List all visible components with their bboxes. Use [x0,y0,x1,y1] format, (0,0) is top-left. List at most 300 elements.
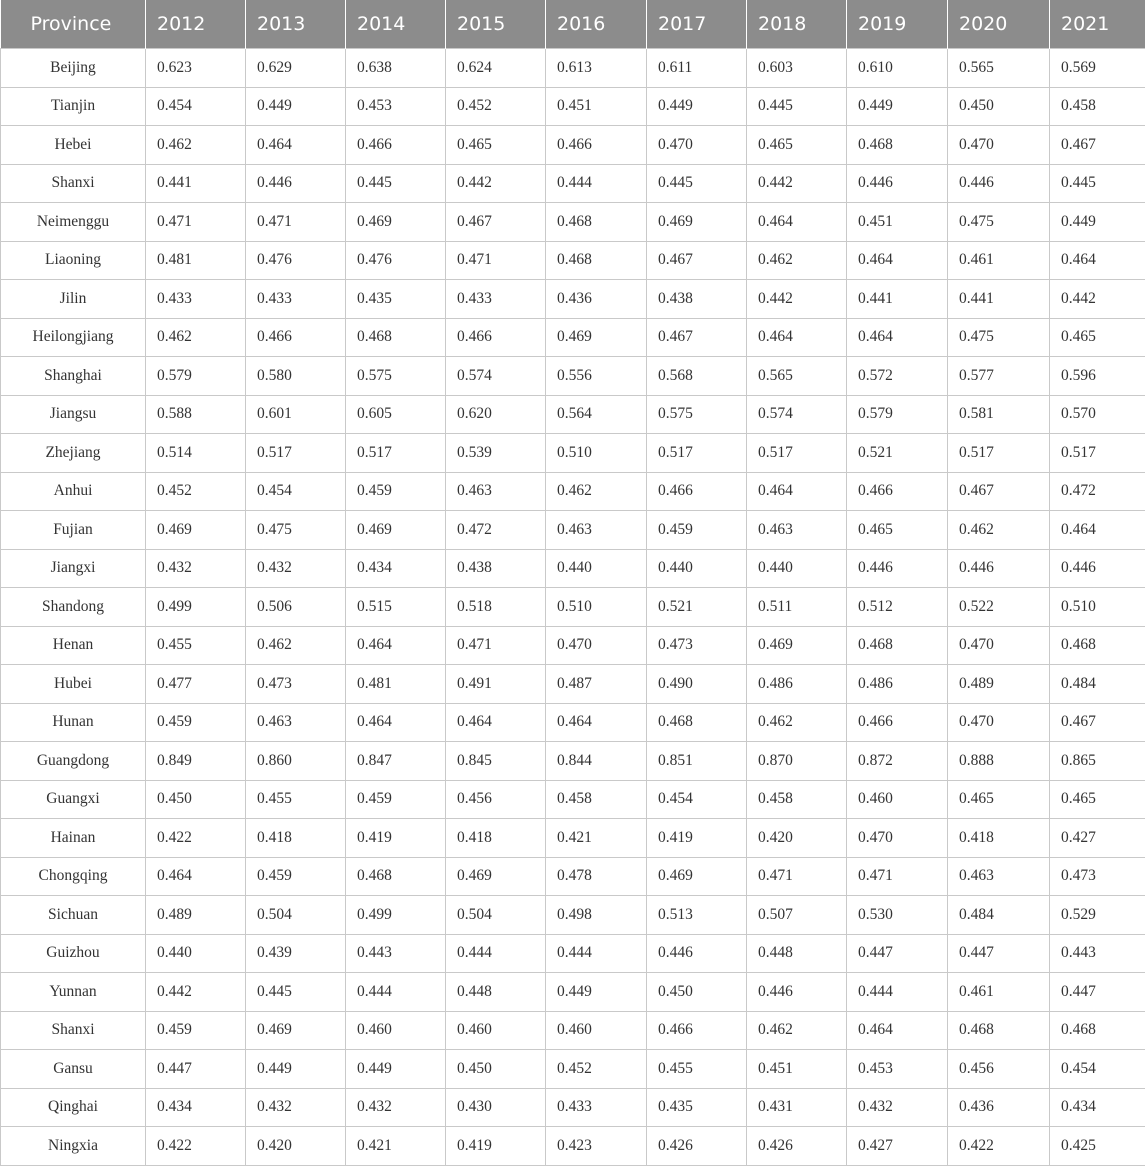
value-cell: 0.610 [847,49,948,88]
value-cell: 0.473 [246,665,346,704]
table-row [1,511,1145,550]
value-cell: 0.462 [747,703,847,742]
value-cell: 0.418 [446,819,546,858]
value-cell: 0.444 [346,973,446,1012]
value-cell: 0.459 [146,703,246,742]
value-cell: 0.504 [246,896,346,935]
value-cell: 0.463 [546,511,647,550]
province-cell: Hebei [1,126,146,165]
table-row [1,665,1145,704]
province-cell: Hunan [1,703,146,742]
value-cell: 0.467 [647,318,747,357]
value-cell: 0.464 [446,703,546,742]
value-cell: 0.427 [847,1127,948,1166]
table-row [1,49,1145,88]
column-header-2015: 2015 [446,0,546,49]
value-cell: 0.470 [847,819,948,858]
value-cell: 0.435 [647,1088,747,1127]
value-cell: 0.464 [146,857,246,896]
value-cell: 0.506 [246,588,346,627]
value-cell: 0.459 [246,857,346,896]
value-cell: 0.521 [647,588,747,627]
value-cell: 0.489 [146,896,246,935]
value-cell: 0.425 [1050,1127,1145,1166]
value-cell: 0.449 [847,87,948,126]
value-cell: 0.435 [346,280,446,319]
value-cell: 0.456 [948,1050,1050,1089]
value-cell: 0.572 [847,357,948,396]
value-cell: 0.464 [847,1011,948,1050]
value-cell: 0.440 [647,549,747,588]
value-cell: 0.476 [346,241,446,280]
value-cell: 0.845 [446,742,546,781]
value-cell: 0.436 [948,1088,1050,1127]
value-cell: 0.468 [847,626,948,665]
value-cell: 0.466 [546,126,647,165]
table-row [1,1088,1145,1127]
value-cell: 0.860 [246,742,346,781]
value-cell: 0.462 [747,241,847,280]
value-cell: 0.476 [246,241,346,280]
column-header-2012: 2012 [146,0,246,49]
value-cell: 0.444 [847,973,948,1012]
value-cell: 0.556 [546,357,647,396]
value-cell: 0.450 [948,87,1050,126]
table-row [1,472,1145,511]
province-cell: Shanxi [1,164,146,203]
value-cell: 0.872 [847,742,948,781]
table-row [1,973,1145,1012]
value-cell: 0.445 [246,973,346,1012]
value-cell: 0.466 [346,126,446,165]
value-cell: 0.450 [446,1050,546,1089]
value-cell: 0.450 [647,973,747,1012]
value-cell: 0.570 [1050,395,1145,434]
value-cell: 0.504 [446,896,546,935]
value-cell: 0.468 [546,241,647,280]
value-cell: 0.467 [1050,126,1145,165]
value-cell: 0.515 [346,588,446,627]
value-cell: 0.579 [146,357,246,396]
province-cell: Shandong [1,588,146,627]
value-cell: 0.469 [647,857,747,896]
table-row [1,1127,1145,1166]
province-cell: Guangxi [1,780,146,819]
value-cell: 0.446 [647,934,747,973]
value-cell: 0.449 [246,87,346,126]
value-cell: 0.462 [246,626,346,665]
value-cell: 0.418 [948,819,1050,858]
value-cell: 0.451 [747,1050,847,1089]
value-cell: 0.638 [346,49,446,88]
value-cell: 0.470 [948,626,1050,665]
value-cell: 0.463 [246,703,346,742]
value-cell: 0.442 [747,164,847,203]
value-cell: 0.433 [446,280,546,319]
value-cell: 0.605 [346,395,446,434]
value-cell: 0.851 [647,742,747,781]
table-row [1,857,1145,896]
value-cell: 0.450 [146,780,246,819]
value-cell: 0.580 [246,357,346,396]
value-cell: 0.481 [346,665,446,704]
province-cell: Guangdong [1,742,146,781]
value-cell: 0.461 [948,241,1050,280]
value-cell: 0.468 [847,126,948,165]
value-cell: 0.449 [546,973,647,1012]
value-cell: 0.463 [747,511,847,550]
value-cell: 0.466 [246,318,346,357]
table-row [1,742,1145,781]
value-cell: 0.473 [1050,857,1145,896]
value-cell: 0.507 [747,896,847,935]
value-cell: 0.472 [446,511,546,550]
value-cell: 0.475 [246,511,346,550]
table-row [1,280,1145,319]
value-cell: 0.466 [647,1011,747,1050]
value-cell: 0.577 [948,357,1050,396]
value-cell: 0.588 [146,395,246,434]
value-cell: 0.517 [246,434,346,473]
value-cell: 0.489 [948,665,1050,704]
province-cell: Sichuan [1,896,146,935]
value-cell: 0.522 [948,588,1050,627]
province-cell: Anhui [1,472,146,511]
value-cell: 0.453 [346,87,446,126]
column-header-2018: 2018 [747,0,847,49]
value-cell: 0.419 [446,1127,546,1166]
column-header-2013: 2013 [246,0,346,49]
value-cell: 0.629 [246,49,346,88]
value-cell: 0.441 [948,280,1050,319]
column-header-2016: 2016 [546,0,647,49]
province-cell: Jiangxi [1,549,146,588]
value-cell: 0.453 [847,1050,948,1089]
value-cell: 0.465 [1050,318,1145,357]
value-cell: 0.451 [546,87,647,126]
value-cell: 0.575 [346,357,446,396]
value-cell: 0.596 [1050,357,1145,396]
value-cell: 0.518 [446,588,546,627]
value-cell: 0.463 [446,472,546,511]
value-cell: 0.455 [647,1050,747,1089]
table-row [1,896,1145,935]
value-cell: 0.454 [647,780,747,819]
value-cell: 0.530 [847,896,948,935]
column-header-province: Province [1,0,146,49]
value-cell: 0.443 [1050,934,1145,973]
value-cell: 0.477 [146,665,246,704]
value-cell: 0.426 [747,1127,847,1166]
value-cell: 0.510 [546,434,647,473]
header-row [1,0,1145,49]
value-cell: 0.432 [346,1088,446,1127]
value-cell: 0.888 [948,742,1050,781]
value-cell: 0.462 [546,472,647,511]
province-cell: Yunnan [1,973,146,1012]
value-cell: 0.439 [246,934,346,973]
value-cell: 0.481 [146,241,246,280]
value-cell: 0.624 [446,49,546,88]
value-cell: 0.465 [1050,780,1145,819]
value-cell: 0.446 [747,973,847,1012]
value-cell: 0.491 [446,665,546,704]
value-cell: 0.449 [246,1050,346,1089]
value-cell: 0.419 [647,819,747,858]
value-cell: 0.446 [1050,549,1145,588]
value-cell: 0.464 [1050,241,1145,280]
value-cell: 0.511 [747,588,847,627]
value-cell: 0.464 [346,626,446,665]
value-cell: 0.517 [747,434,847,473]
value-cell: 0.471 [146,203,246,242]
value-cell: 0.623 [146,49,246,88]
value-cell: 0.452 [546,1050,647,1089]
value-cell: 0.470 [948,126,1050,165]
value-cell: 0.514 [146,434,246,473]
value-cell: 0.464 [847,318,948,357]
value-cell: 0.473 [647,626,747,665]
value-cell: 0.440 [546,549,647,588]
value-cell: 0.459 [146,1011,246,1050]
value-cell: 0.512 [847,588,948,627]
table-row [1,357,1145,396]
value-cell: 0.455 [246,780,346,819]
value-cell: 0.517 [346,434,446,473]
value-cell: 0.440 [146,934,246,973]
value-cell: 0.448 [747,934,847,973]
table-row [1,434,1145,473]
value-cell: 0.613 [546,49,647,88]
value-cell: 0.433 [146,280,246,319]
value-cell: 0.574 [747,395,847,434]
value-cell: 0.468 [1050,626,1145,665]
value-cell: 0.490 [647,665,747,704]
value-cell: 0.465 [747,126,847,165]
table-row [1,703,1145,742]
value-cell: 0.469 [146,511,246,550]
table-row [1,934,1145,973]
province-cell: Neimenggu [1,203,146,242]
value-cell: 0.471 [747,857,847,896]
table-row [1,780,1145,819]
value-cell: 0.447 [146,1050,246,1089]
value-cell: 0.499 [146,588,246,627]
value-cell: 0.569 [1050,49,1145,88]
value-cell: 0.458 [747,780,847,819]
province-cell: Tianjin [1,87,146,126]
value-cell: 0.513 [647,896,747,935]
value-cell: 0.521 [847,434,948,473]
value-cell: 0.468 [948,1011,1050,1050]
value-cell: 0.575 [647,395,747,434]
province-cell: Shanxi [1,1011,146,1050]
value-cell: 0.451 [847,203,948,242]
province-cell: Zhejiang [1,434,146,473]
value-cell: 0.436 [546,280,647,319]
value-cell: 0.498 [546,896,647,935]
value-cell: 0.475 [948,318,1050,357]
value-cell: 0.449 [1050,203,1145,242]
value-cell: 0.466 [446,318,546,357]
value-cell: 0.432 [246,549,346,588]
value-cell: 0.445 [346,164,446,203]
province-cell: Chongqing [1,857,146,896]
value-cell: 0.464 [546,703,647,742]
value-cell: 0.441 [847,280,948,319]
value-cell: 0.465 [446,126,546,165]
value-cell: 0.471 [446,241,546,280]
value-cell: 0.581 [948,395,1050,434]
value-cell: 0.438 [647,280,747,319]
value-cell: 0.426 [647,1127,747,1166]
value-cell: 0.460 [346,1011,446,1050]
value-cell: 0.484 [948,896,1050,935]
value-cell: 0.432 [146,549,246,588]
value-cell: 0.565 [747,357,847,396]
value-cell: 0.464 [747,472,847,511]
value-cell: 0.601 [246,395,346,434]
value-cell: 0.460 [847,780,948,819]
table-row [1,241,1145,280]
value-cell: 0.469 [647,203,747,242]
value-cell: 0.469 [446,857,546,896]
province-cell: Ningxia [1,1127,146,1166]
value-cell: 0.517 [647,434,747,473]
value-cell: 0.427 [1050,819,1145,858]
value-cell: 0.464 [346,703,446,742]
value-cell: 0.433 [246,280,346,319]
value-cell: 0.467 [1050,703,1145,742]
column-header-2017: 2017 [647,0,747,49]
value-cell: 0.529 [1050,896,1145,935]
value-cell: 0.449 [346,1050,446,1089]
value-cell: 0.471 [847,857,948,896]
province-cell: Heilongjiang [1,318,146,357]
value-cell: 0.420 [747,819,847,858]
table-row [1,318,1145,357]
value-cell: 0.464 [246,126,346,165]
value-cell: 0.564 [546,395,647,434]
province-cell: Liaoning [1,241,146,280]
value-cell: 0.469 [346,511,446,550]
value-cell: 0.460 [446,1011,546,1050]
value-cell: 0.468 [546,203,647,242]
value-cell: 0.574 [446,357,546,396]
value-cell: 0.462 [948,511,1050,550]
province-cell: Jilin [1,280,146,319]
value-cell: 0.469 [246,1011,346,1050]
value-cell: 0.865 [1050,742,1145,781]
value-cell: 0.444 [546,934,647,973]
province-cell: Shanghai [1,357,146,396]
value-cell: 0.421 [546,819,647,858]
value-cell: 0.447 [948,934,1050,973]
value-cell: 0.422 [948,1127,1050,1166]
value-cell: 0.446 [948,164,1050,203]
value-cell: 0.565 [948,49,1050,88]
table-row [1,549,1145,588]
value-cell: 0.486 [747,665,847,704]
province-cell: Beijing [1,49,146,88]
value-cell: 0.442 [1050,280,1145,319]
table-row [1,126,1145,165]
value-cell: 0.446 [948,549,1050,588]
value-cell: 0.448 [446,973,546,1012]
value-cell: 0.470 [546,626,647,665]
value-cell: 0.468 [346,857,446,896]
value-cell: 0.539 [446,434,546,473]
value-cell: 0.441 [146,164,246,203]
value-cell: 0.463 [948,857,1050,896]
value-cell: 0.462 [146,126,246,165]
value-cell: 0.465 [948,780,1050,819]
province-cell: Henan [1,626,146,665]
value-cell: 0.603 [747,49,847,88]
value-cell: 0.432 [246,1088,346,1127]
value-cell: 0.579 [847,395,948,434]
value-cell: 0.455 [146,626,246,665]
value-cell: 0.461 [948,973,1050,1012]
table-body [1,49,1145,1166]
value-cell: 0.470 [647,126,747,165]
column-header-2021: 2021 [1050,0,1145,49]
table-row [1,395,1145,434]
value-cell: 0.568 [647,357,747,396]
value-cell: 0.465 [847,511,948,550]
table-row [1,626,1145,665]
column-header-2020: 2020 [948,0,1050,49]
value-cell: 0.442 [146,973,246,1012]
value-cell: 0.468 [346,318,446,357]
province-cell: Hubei [1,665,146,704]
value-cell: 0.459 [647,511,747,550]
value-cell: 0.466 [647,472,747,511]
value-cell: 0.467 [948,472,1050,511]
value-cell: 0.422 [146,1127,246,1166]
value-cell: 0.469 [747,626,847,665]
table-row [1,588,1145,627]
value-cell: 0.847 [346,742,446,781]
value-cell: 0.420 [246,1127,346,1166]
value-cell: 0.510 [546,588,647,627]
value-cell: 0.423 [546,1127,647,1166]
table-row [1,819,1145,858]
value-cell: 0.458 [1050,87,1145,126]
value-cell: 0.440 [747,549,847,588]
value-cell: 0.445 [647,164,747,203]
value-cell: 0.446 [847,549,948,588]
value-cell: 0.464 [747,318,847,357]
value-cell: 0.468 [647,703,747,742]
value-cell: 0.517 [1050,434,1145,473]
value-cell: 0.487 [546,665,647,704]
value-cell: 0.510 [1050,588,1145,627]
value-cell: 0.478 [546,857,647,896]
value-cell: 0.444 [446,934,546,973]
value-cell: 0.611 [647,49,747,88]
value-cell: 0.471 [446,626,546,665]
value-cell: 0.418 [246,819,346,858]
value-cell: 0.844 [546,742,647,781]
value-cell: 0.458 [546,780,647,819]
value-cell: 0.454 [246,472,346,511]
table-row [1,1011,1145,1050]
value-cell: 0.472 [1050,472,1145,511]
province-cell: Jiangsu [1,395,146,434]
value-cell: 0.870 [747,742,847,781]
value-cell: 0.462 [146,318,246,357]
